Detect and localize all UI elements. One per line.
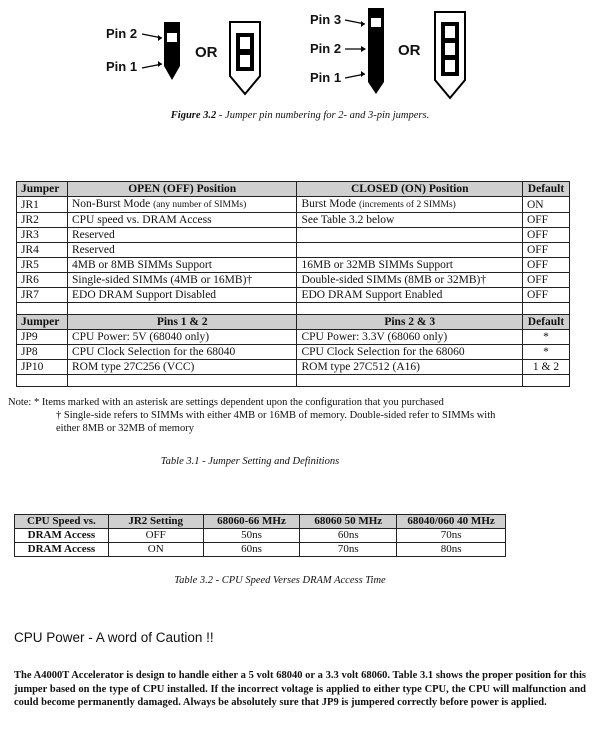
or-label: OR [398,42,421,59]
table-spacer-row [17,375,570,387]
column-header: 68060 50 MHz [300,515,397,529]
column-header: 68060-66 MHz [203,515,300,529]
table-spacer-row [17,303,570,315]
table-row: JP9 CPU Power: 5V (68040 only) CPU Power: 3.3V (68060 only) * [17,330,570,345]
table-row: JP8 CPU Clock Selection for the 68040 CPU Clock Selection for the 68060 * [17,345,570,360]
table-header-row [17,315,570,330]
cpu-speed-table [14,514,506,557]
table-caption: Table 3.1 - Jumper Setting and Definitions [160,456,340,467]
table-row: JR6 Single-sided SIMMs (4MB or 16MB)† Double-sided SIMMs (8MB or 32MB)† OFF [17,273,570,288]
three-pin-jumper-icon [343,4,403,100]
column-header: JR2 Setting [108,515,203,529]
three-pin-jumper-outline-icon [432,10,472,106]
note-line: either 8MB or 32MB of memory [56,423,194,434]
column-header: Pins 2 & 3 [297,315,523,330]
caution-paragraph: The A4000T Accelerator is design to handle either a 5 volt 68040 or a 3.3 volt 68060. Table 3.1 shows the proper position for this jumper based on the type of CPU installed. If the incorrect voltage is applied to either type CPU, the CPU will malfunction and could become permanently damaged. Always be absolutely sure that JP9 is jumpered correctly before power is applied. [14,670,586,708]
pin-label: Pin 1 [106,59,138,74]
table-note [8,396,593,435]
column-header: Pins 1 & 2 [67,315,296,330]
column-header: 68040/060 40 MHz [397,515,506,529]
table-caption: Table 3.2 - CPU Speed Verses DRAM Access Time [174,575,386,586]
section-heading: CPU Power - A word of Caution !! [14,630,214,645]
table-row: JR7 EDO DRAM Support Disabled EDO DRAM Support Enabled OFF [17,288,570,303]
note-line: † Single-side refers to SIMMs with either 4MB or 16MB of memory. Double-sided refer to SIMMs with [56,410,496,421]
table-row: JP10 ROM type 27C256 (VCC) ROM type 27C512 (A16) 1 & 2 [17,360,570,375]
table-header-row [17,182,570,197]
pin-label: Pin 2 [310,41,342,56]
column-header: CPU Speed vs. [15,515,109,529]
jumper-settings-table [16,181,570,387]
figure-caption: Figure 3.2 - Jumper pin numbering for 2- and 3-pin jumpers. [170,110,430,121]
two-pin-jumper-outline-icon [227,20,267,100]
column-header: Jumper [17,315,68,330]
pin-label: Pin 1 [310,70,342,85]
table-row: JR1 Non-Burst Mode (any number of SIMMs) Burst Mode (increments of 2 SIMMs) ON [17,197,570,213]
column-header: CLOSED (ON) Position [297,182,523,197]
two-pin-jumper-icon [138,16,198,96]
or-label: OR [195,44,218,61]
table-row: JR2 CPU speed vs. DRAM Access See Table 3.2 below OFF [17,213,570,228]
table-row: JR5 4MB or 8MB SIMMs Support 16MB or 32MB SIMMs Support OFF [17,258,570,273]
table-row: JR4 Reserved OFF [17,243,570,258]
column-header: OPEN (OFF) Position [67,182,296,197]
table-row: DRAM Access ON 60ns 70ns 80ns [15,543,506,557]
note-line: Note: * Items marked with an asterisk are settings dependent upon the configuration that you purchased [8,397,444,408]
pin-label: Pin 2 [106,26,138,41]
table-header-row [15,515,506,529]
column-header: Default [522,315,569,330]
column-header: Jumper [17,182,68,197]
column-header: Default [522,182,569,197]
pin-label: Pin 3 [310,12,342,27]
table-row: DRAM Access OFF 50ns 60ns 70ns [15,529,506,543]
table-row: JR3 Reserved OFF [17,228,570,243]
